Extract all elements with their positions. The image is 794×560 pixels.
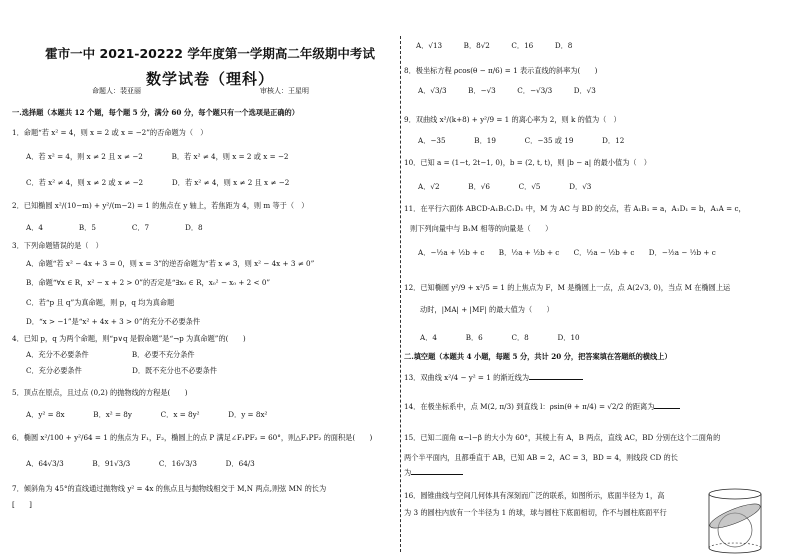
q3-option-a: A．命题“若 x² − 4x + 3 = 0，则 x = 3”的逆否命题为“若 x ≠ 3，则 x² − 4x + 3 ≠ 0”: [26, 259, 315, 268]
question-6: 6．椭圆 x²/100 + y²/64 = 1 的焦点为 F₁，F₂，椭圆上的点 P 满足∠F₁PF₂ = 60°，则△F₁PF₂ 的面积是( ): [12, 433, 373, 442]
q9-options: A．−35 B．19 C．−35 或 19 D．12: [418, 136, 625, 145]
q3-option-b: B．命题“∀x ∈ R，x² − x + 2 > 0”的否定是“∃x₀ ∈ R，x₀² − x₀ + 2 < 0”: [26, 278, 271, 287]
question-11-cont: 则下列向量中与 B₁M 相等的向量是（ ）: [410, 224, 553, 233]
q7-options: A．√13 B．8√2 C．16 D．8: [416, 41, 573, 50]
question-7: 7．倾斜角为 45°的直线通过抛物线 y² = 4x 的焦点且与抛物线相交于 M,N 两点,则弦 MN 的长为: [12, 484, 327, 493]
q1-options-cd: C．若 x² ≠ 4，则 x ≠ 2 或 x ≠ −2 D．若 x² ≠ 4，则 x ≠ 2 且 x ≠ −2: [26, 178, 290, 187]
section-2-heading: 二.填空题（本题共 4 小题，每题 5 分，共计 20 分，把答案填在答题纸的横线上）: [404, 352, 672, 361]
q11-options: A．−½a + ½b + c B．½a + ½b + c C．½a − ½b + c D．−½a − ½b + c: [418, 248, 716, 257]
cylinder-top-ellipse: [709, 489, 761, 499]
question-15-cont: 两个半平面内，且都垂直于 AB，已知 AB = 2，AC = 3，BD = 4，则线段 CD 的长: [404, 453, 678, 462]
exam-title: 霍市一中 2021-20222 学年度第一学期高二年级期中考试: [45, 46, 375, 61]
question-15: 15．已知二面角 α−l−β 的大小为 60°，其棱上有 A，B 两点，直线 AC，BD 分别在这个二面角的: [404, 433, 721, 442]
section-1-heading: 一.选择题（本题共 12 个题，每个题 5 分，满分 60 分，每个题只有一个选项是正确的）: [12, 108, 299, 117]
question-13-text: 13．双曲线 x²/4 − y² = 1 的渐近线为: [404, 373, 530, 382]
q5-options: A．y² = 8x B．x² = 8y C．x = 8y² D．y = 8x²: [26, 410, 268, 419]
question-14-text: 14．在极坐标系中，点 M(2, π/3) 到直线 l：ρsin(θ + π/4) = √2/2 的距离为: [404, 402, 655, 411]
q10-options: A．√2 B．√6 C．√5 D．√3: [418, 182, 592, 191]
column-divider: [400, 36, 401, 552]
question-5: 5．顶点在原点，且过点 (0,2) 的抛物线的方程是( ): [12, 388, 188, 397]
q3-option-d: D．“x > −1”是“x² + 4x + 3 > 0”的充分不必要条件: [26, 317, 201, 326]
q4-options-cd: C．充分必要条件 D．既不充分也不必要条件: [26, 366, 217, 375]
q6-options: A．64√3/3 B．91√3/3 C．16√3/3 D．64/3: [26, 459, 255, 468]
answer-blank-15[interactable]: [411, 474, 463, 475]
answer-blank-13[interactable]: [529, 379, 583, 380]
cylinder-figure: [705, 486, 765, 556]
reviewer-line: 审核人：王星明: [260, 87, 309, 95]
q2-options: A．4 B．5 C．7 D．8: [26, 223, 203, 232]
answer-blank-14[interactable]: [654, 408, 680, 409]
question-14: [404, 402, 680, 411]
question-8: 8．极坐标方程 ρcos(θ − π/6) = 1 表示直线的斜率为( ): [404, 66, 598, 75]
question-15-tail: [404, 468, 463, 477]
question-1: 1．命题“若 x² = 4，则 x = 2 或 x = −2”的否命题为（ ）: [12, 128, 208, 137]
q8-options: A．√3/3 B．−√3 C．−√3/3 D．√3: [418, 86, 596, 95]
question-4: 4．已知 p，q 为两个命题，则“p∨q 是假命题”是“¬p 为真命题”的( ): [12, 334, 246, 343]
question-12-cont: 动时，|MA| + |MF| 的最大值为（ ）: [420, 305, 554, 314]
question-11: 11．在平行六面体 ABCD-A₁B₁C₁D₁ 中，M 为 AC 与 BD 的交点，若 A₁B₁ = a，A₁D₁ = b，A₁A = c，: [404, 204, 746, 213]
question-13: [404, 373, 583, 382]
q7-answer-bracket: [ ]: [12, 500, 32, 509]
author-line: 命题人：裴亚丽: [92, 87, 141, 95]
q4-options-ab: A．充分不必要条件 B．必要不充分条件: [26, 350, 195, 359]
question-2: 2．已知椭圆 x²/(10−m) + y²/(m−2) = 1 的焦点在 y 轴上，若焦距为 4，则 m 等于（ ）: [12, 201, 309, 210]
cylinder-bottom-front: [709, 548, 761, 553]
question-9: 9．双曲线 x²/(k+8) + y²/9 = 1 的离心率为 2，则 k 的值为（ ）: [404, 115, 621, 124]
q12-options: A．4 B．6 C．8 D．10: [420, 333, 580, 342]
question-3: 3．下列命题错误的是（ ）: [12, 241, 103, 250]
cutting-plane-ellipse: [707, 499, 762, 532]
q3-option-c: C．若“p 且 q”为真命题，则 p，q 均为真命题: [26, 298, 175, 307]
question-15-tail-text: 为: [404, 468, 412, 477]
question-10: 10．已知 a = (1−t, 2t−1, 0)，b = (2, t, t)，则 |b − a| 的最小值为（ ）: [404, 158, 651, 167]
question-12: 12．已知椭圆 y²/9 + x²/5 = 1 的上焦点为 F，M 是椭圆上一点，点 A(2√3, 0)，当点 M 在椭圆上运: [404, 283, 731, 292]
q1-options-ab: A．若 x² = 4，则 x ≠ 2 且 x ≠ −2 B．若 x² ≠ 4，则 x = 2 或 x = −2: [26, 152, 289, 161]
question-16: 16．圆锥曲线与空间几何体具有深刻而广泛的联系，如图所示，底面半径为 1，高: [404, 491, 665, 500]
exam-subtitle: 数学试卷（理科）: [145, 70, 274, 88]
question-16-cont: 为 3 的圆柱内放有一个半径为 1 的球，球与圆柱下底面相切，作不与圆柱底面平行: [404, 508, 667, 517]
